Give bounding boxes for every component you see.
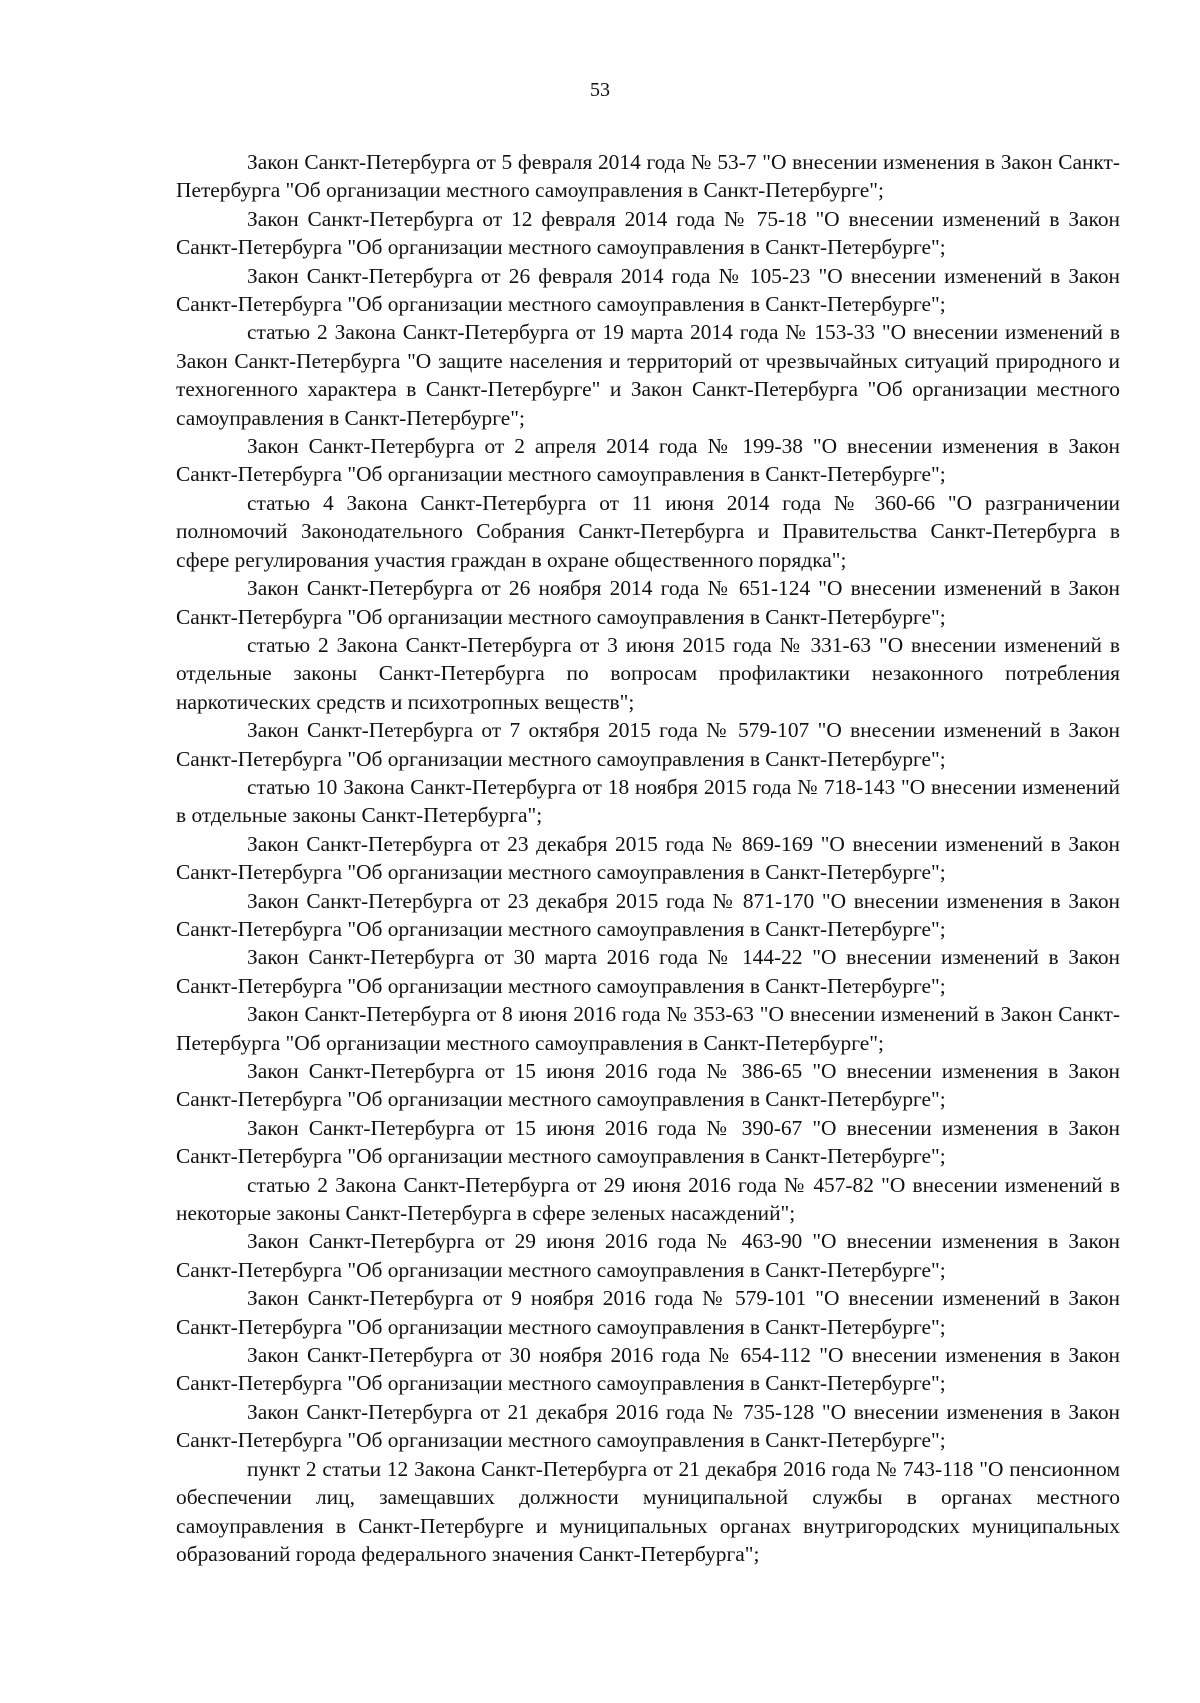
paragraph: Закон Санкт-Петербурга от 15 июня 2016 года № 386-65 "О внесении изменения в Закон Санкт-Петербурга "Об организации местного самоуправления в Санкт-Петербурге"; <box>176 1059 1120 1112</box>
paragraph: Закон Санкт-Петербурга от 12 февраля 2014 года № 75-18 "О внесении изменений в Закон Санкт-Петербурга "Об организации местного самоуправления в Санкт-Петербурге"; <box>176 206 1120 260</box>
paragraph: Закон Санкт-Петербурга от 21 декабря 2016 года № 735-128 "О внесении изменения в Закон Санкт-Петербурга "Об организации местного самоуправления в Санкт-Петербурге"; <box>176 1399 1120 1453</box>
paragraph: статью 2 Закона Санкт-Петербурга от 19 марта 2014 года № 153-33 "О внесении изменений в Закон Санкт-Петербурга "О защите населения и территорий от чрезвычайных ситуаций природного и техногенного характера в Санкт-Петербурге" и Закон Санкт-Петербурга "Об организации местного самоуправления в Санкт-Петербурге"; <box>176 320 1120 430</box>
paragraph: Закон Санкт-Петербурга от 26 ноября 2014 года № 651-124 "О внесении изменений в Закон Санкт-Петербурга "Об организации местного самоуправления в Санкт-Петербурге"; <box>176 576 1120 629</box>
paragraph: Закон Санкт-Петербурга от 23 декабря 2015 года № 869-169 "О внесении изменений в Закон Санкт-Петербурга "Об организации местного самоуправления в Санкт-Петербурге"; <box>176 831 1120 885</box>
paragraph: Закон Санкт-Петербурга от 2 апреля 2014 года № 199-38 "О внесении изменения в Закон Санкт-Петербурга "Об организации местного самоуправления в Санкт-Петербурге"; <box>176 434 1120 487</box>
paragraph: Закон Санкт-Петербурга от 30 ноября 2016 года № 654-112 "О внесении изменения в Закон Санкт-Петербурга "Об организации местного самоуправления в Санкт-Петербурге"; <box>176 1343 1120 1396</box>
paragraph: статью 2 Закона Санкт-Петербурга от 29 июня 2016 года № 457-82 "О внесении изменений в некоторые законы Санкт-Петербурга в сфере зеленых насаждений"; <box>176 1172 1120 1226</box>
paragraph: Закон Санкт-Петербурга от 30 марта 2016 года № 144-22 "О внесении изменений в Закон Санкт-Петербурга "Об организации местного самоуправления в Санкт-Петербурге"; <box>176 945 1120 998</box>
paragraph: статью 2 Закона Санкт-Петербурга от 3 июня 2015 года № 331-63 "О внесении изменений в отдельные законы Санкт-Петербурга по вопросам профилактики незаконного потребления наркотических средств и психотропных веществ"; <box>176 632 1120 714</box>
paragraph: Закон Санкт-Петербурга от 8 июня 2016 года № 353-63 "О внесении изменений в Закон Санкт-Петербурга "Об организации местного самоуправления в Санкт-Петербурге"; <box>176 1002 1120 1055</box>
paragraph: статью 4 Закона Санкт-Петербурга от 11 июня 2014 года № 360-66 "О разграничении полномочий Законодательного Собрания Санкт-Петербурга и Правительства Санкт-Петербурга в сфере регулирования участия граждан в охране общественного порядка"; <box>176 490 1120 572</box>
document-body <box>176 148 1120 1568</box>
paragraph: Закон Санкт-Петербурга от 23 декабря 2015 года № 871-170 "О внесении изменения в Закон Санкт-Петербурга "Об организации местного самоуправления в Санкт-Петербурге"; <box>176 888 1120 941</box>
paragraph: Закон Санкт-Петербурга от 29 июня 2016 года № 463-90 "О внесении изменения в Закон Санкт-Петербурга "Об организации местного самоуправления в Санкт-Петербурге"; <box>176 1229 1120 1282</box>
paragraph: Закон Санкт-Петербурга от 5 февраля 2014 года № 53-7 "О внесении изменения в Закон Санкт-Петербурга "Об организации местного самоуправления в Санкт-Петербурге"; <box>176 150 1120 203</box>
paragraph: Закон Санкт-Петербурга от 26 февраля 2014 года № 105-23 "О внесении изменений в Закон Санкт-Петербурга "Об организации местного самоуправления в Санкт-Петербурге"; <box>176 263 1120 317</box>
paragraph: статью 10 Закона Санкт-Петербурга от 18 ноября 2015 года № 718-143 "О внесении изменений в отдельные законы Санкт-Петербурга"; <box>176 774 1120 828</box>
paragraph: Закон Санкт-Петербурга от 9 ноября 2016 года № 579-101 "О внесении изменений в Закон Санкт-Петербурга "Об организации местного самоуправления в Санкт-Петербурге"; <box>176 1286 1120 1339</box>
paragraph: пункт 2 статьи 12 Закона Санкт-Петербурга от 21 декабря 2016 года № 743-118 "О пенсионном обеспечении лиц, замещавших должности муниципальной службы в органах местного самоуправления в Санкт-Петербурге и муниципальных органах внутригородских муниципальных образований города федерального значения Санкт-Петербурга"; <box>176 1456 1120 1566</box>
paragraph: Закон Санкт-Петербурга от 7 октября 2015 года № 579-107 "О внесении изменений в Закон Санкт-Петербурга "Об организации местного самоуправления в Санкт-Петербурге"; <box>176 718 1120 771</box>
paragraph: Закон Санкт-Петербурга от 15 июня 2016 года № 390-67 "О внесении изменения в Закон Санкт-Петербурга "Об организации местного самоуправления в Санкт-Петербурге"; <box>176 1115 1120 1169</box>
page-number: 53 <box>590 79 610 101</box>
